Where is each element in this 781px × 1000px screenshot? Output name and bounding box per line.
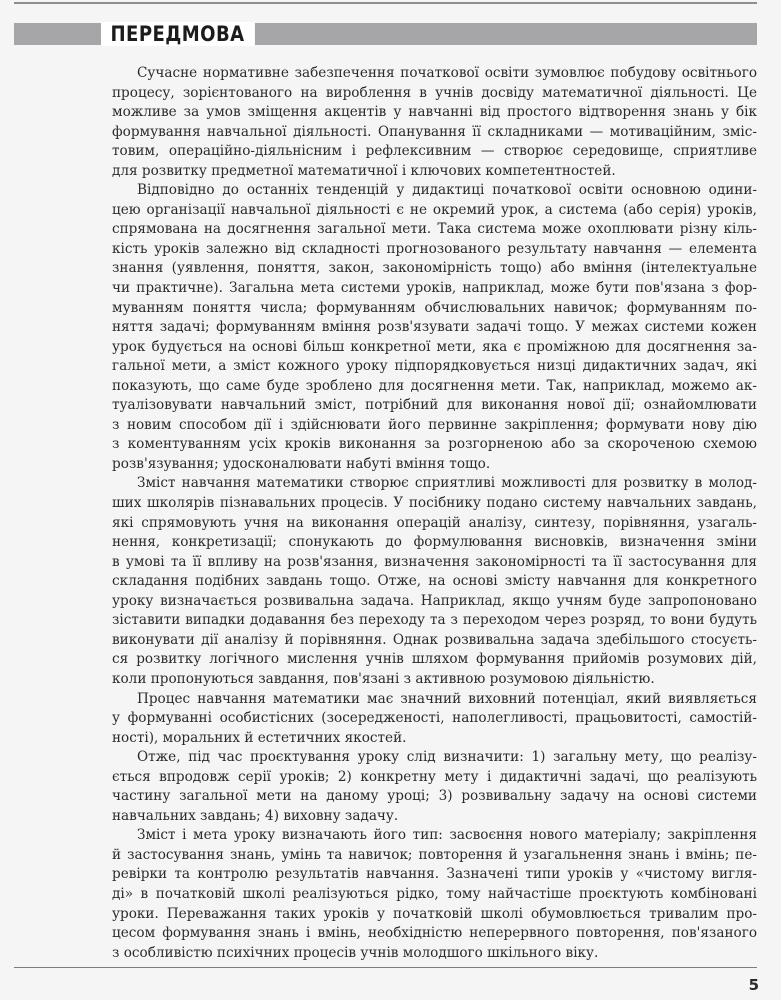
text-line: з новим способом дії і здійснювати його первинне закріплення; формувати нову дію [112, 416, 757, 433]
text-line: знання (уявлення, поняття, закон, закономірність тощо) або вміння (інтелектуальне [112, 260, 757, 277]
text-line: у формуванні особистісних (зосередженості, наполегливості, працьовитості, самостій- [112, 710, 757, 727]
text-line: процесу, зорієнтованого на вироблення в учнів досвіду математичної діяльності. Це [112, 84, 757, 101]
text-line: Сучасне нормативне забезпечення початкової освіти зумовлює побудову освітнього [137, 65, 757, 81]
text-line: ється впродовж серії уроків; 2) конкретну мету і дидактичні задачі, що реалізують [112, 768, 757, 785]
text-line: які спрямовують учня на виконання операцій аналізу, синтезу, порівняння, узагаль- [112, 514, 757, 531]
text-line: Зміст і мета уроку визначають його тип: засвоєння нового матеріалу; закріплення [137, 827, 757, 844]
text-line: муванням поняття числа; формуванням обчислювальних навичок; формуванням по- [112, 299, 757, 316]
text-line: спрямована на досягнення загальної мети. Така система може охоплювати різну кіль- [112, 221, 757, 238]
paragraph [112, 826, 757, 963]
text-line: ності), моральних й естетичних якостей. [112, 729, 407, 746]
text-line: з коментуванням усіх кроків виконання за розгорненою або за скороченою схемою [112, 436, 757, 453]
text-line: для розвитку предметної математичної і ключових компетентностей. [112, 162, 616, 179]
text-line: чи практичне). Загальна мета системи уроків, наприклад, може бути пов'язана з фор- [112, 280, 757, 297]
text-line: цею організації навчальної діяльності є не окремий урок, а система (або серія) уроків, [112, 201, 757, 218]
text-line: Зміст навчання математики створює сприятливі можливості для розвитку в молод- [137, 475, 757, 492]
text-line: розв'язування; удосконалювати набуті вміння тощо. [112, 455, 491, 472]
page-number: 5 [748, 976, 759, 994]
text-line: ся розвитку логічного мислення учнів шляхом формування прийомів розумових дій, [112, 651, 757, 668]
text-line: формування навчальної діяльності. Опанування її складниками — мотиваційним, зміс- [112, 123, 757, 140]
text-line: нення, конкретизації; спонукають до формулювання висновків, визначення зміни [112, 534, 757, 551]
paragraph [112, 690, 757, 749]
text-line: зіставити випадки додавання без переходу та з переходом через розряд, то вони будуть [112, 612, 757, 629]
top-rule [14, 2, 757, 4]
bottom-rule [14, 967, 757, 968]
text-line: уроку визначається розвивальна задача. Наприклад, якщо учням буде запропоновано [112, 592, 757, 609]
text-line: товим, операційно-діяльнісним і рефлексивним — створює середовище, сприятливе [112, 143, 757, 160]
text-line: показують, що саме буде зроблено для досягнення мети. Так, наприклад, можемо ак- [112, 377, 757, 394]
text-line: туалізовувати навчальний зміст, потрібний для виконання нової дії; ознайомлювати [112, 397, 757, 414]
title-bar-right-segment [255, 23, 757, 45]
text-line: навчальних завдань; 4) виховну задачу. [112, 807, 399, 824]
text-line: частину загальної мети на даному уроці; 3) розвивальну задачу на основі системи [112, 788, 757, 805]
paragraph [112, 64, 757, 181]
text-line: можливе за умов зміщення акцентів у навчанні від простого відтворення знань у бік [112, 104, 757, 121]
text-line: складання подібних завдань тощо. Отже, на основі змісту навчання для конкретного [112, 573, 757, 590]
text-line: Процес навчання математики має значний виховний потенціал, який виявляється [137, 690, 757, 707]
text-line: ді» в початковій школі реалізуються рідко, тому найчастіше проєктують комбіновані [112, 885, 757, 902]
text-line: гальної мети, а зміст кожного уроку підпорядковується низці дидактичних задач, які [112, 358, 757, 375]
text-line: цесом формування знань і вмінь, необхідністю неперервного повторення, пов'язаного [112, 925, 757, 942]
text-line: уроки. Переважання таких уроків у початковій школі обумовлюється тривалим про- [112, 905, 757, 922]
text-line: урок будується на основі більш конкретної мети, яка є проміжною для досягнення за- [112, 338, 757, 355]
text-line: ревірки та контролю результатів навчання. Зазначені типи уроків у «чистому вигля- [112, 866, 757, 883]
paragraph [112, 748, 757, 826]
page-title: ПЕРЕДМОВА [101, 22, 254, 46]
body-text [112, 64, 757, 963]
paragraph [112, 474, 757, 689]
text-line: кість уроків залежно від складності прогнозованого результату навчання — елемента [112, 240, 757, 257]
text-line: й застосування знань, умінь та навичок; повторення й узагальнення знань і вмінь; пе- [112, 846, 757, 863]
section-title-bar [14, 23, 757, 45]
title-bar-left-segment [14, 23, 101, 45]
text-line: виконувати дії аналізу й порівняння. Однак розвивальна задача здебільшого стосуєть- [112, 631, 757, 648]
text-line: няття задачі; формуванням вміння розв'язувати задачі тощо. У межах системи кожен [112, 319, 757, 336]
paragraph [112, 181, 757, 474]
text-line: з особливістю психічних процесів учнів молодшого шкільного віку. [112, 944, 599, 961]
text-line: Отже, під час проєктування уроку слід визначити: 1) загальну мету, що реалізу- [137, 749, 757, 766]
text-line: ших школярів пізнавальних процесів. У посібнику подано систему навчальних завдань, [112, 495, 757, 512]
text-line: коли пропонуються завдання, пов'язані з активною розумовою діяльністю. [112, 670, 655, 687]
text-line: в умові та її впливу на розв'язання, визначення закономірності та її застосування для [112, 553, 757, 570]
text-line: Відповідно до останніх тенденцій у дидактиці початкової освіти основною одини- [137, 182, 757, 199]
